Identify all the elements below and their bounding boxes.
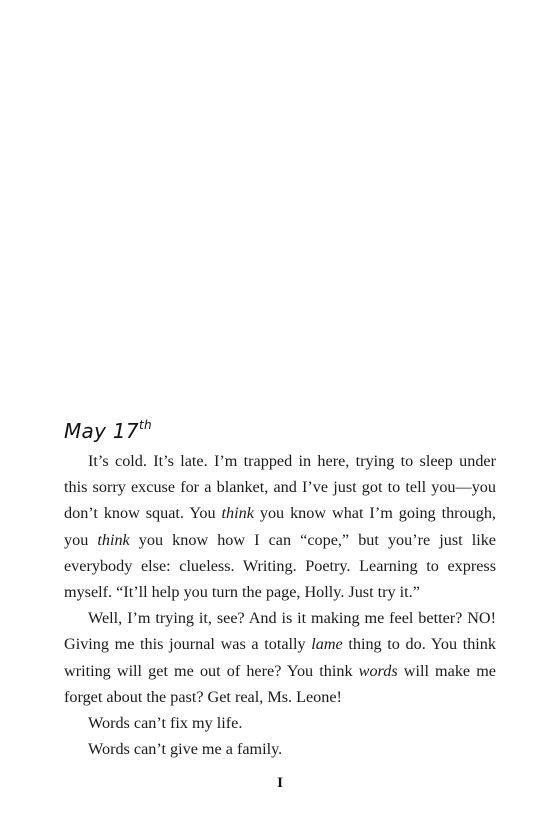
paragraph-text: you know what I’m going through, you bbox=[64, 504, 496, 549]
emphasized-word: lame bbox=[311, 635, 343, 654]
entry-paragraph-1 bbox=[64, 448, 496, 605]
paragraph-text: Well, I’m trying it, see? And is it making me feel better? NO! Giving me this journal was a totally bbox=[64, 609, 496, 654]
paragraph-text: will make me forget about the past? Get real, Ms. Leone! bbox=[64, 661, 496, 706]
emphasized-word: think bbox=[97, 530, 130, 549]
paragraph-text: thing to do. You think writing will get me out of here? You think bbox=[64, 635, 496, 680]
page-number: I bbox=[277, 775, 283, 791]
entry-date-heading bbox=[64, 418, 496, 444]
entry-paragraph-3: Words can’t fix my life. bbox=[88, 714, 243, 733]
entry-paragraph-4: Words can’t give me a family. bbox=[88, 740, 283, 759]
entry-date: May 17 bbox=[64, 419, 139, 443]
paragraph-text: you know how I can “cope,” but you’re just like everybody else: clueless. Writing. Poetry. Learning to express myself. “It’ll help you turn the page, Holly. Just try it.” bbox=[64, 530, 496, 602]
journal-entry bbox=[64, 418, 496, 762]
entry-paragraph-2 bbox=[64, 605, 496, 710]
emphasized-word: think bbox=[221, 504, 254, 523]
entry-date-suffix: th bbox=[138, 418, 152, 432]
paragraph-text: It’s cold. It’s late. I’m trapped in here, trying to sleep under this sorry excuse for a blanket, and I’ve just got to tell you—you don’t know squat. You bbox=[64, 452, 496, 523]
emphasized-word: words bbox=[358, 661, 398, 680]
